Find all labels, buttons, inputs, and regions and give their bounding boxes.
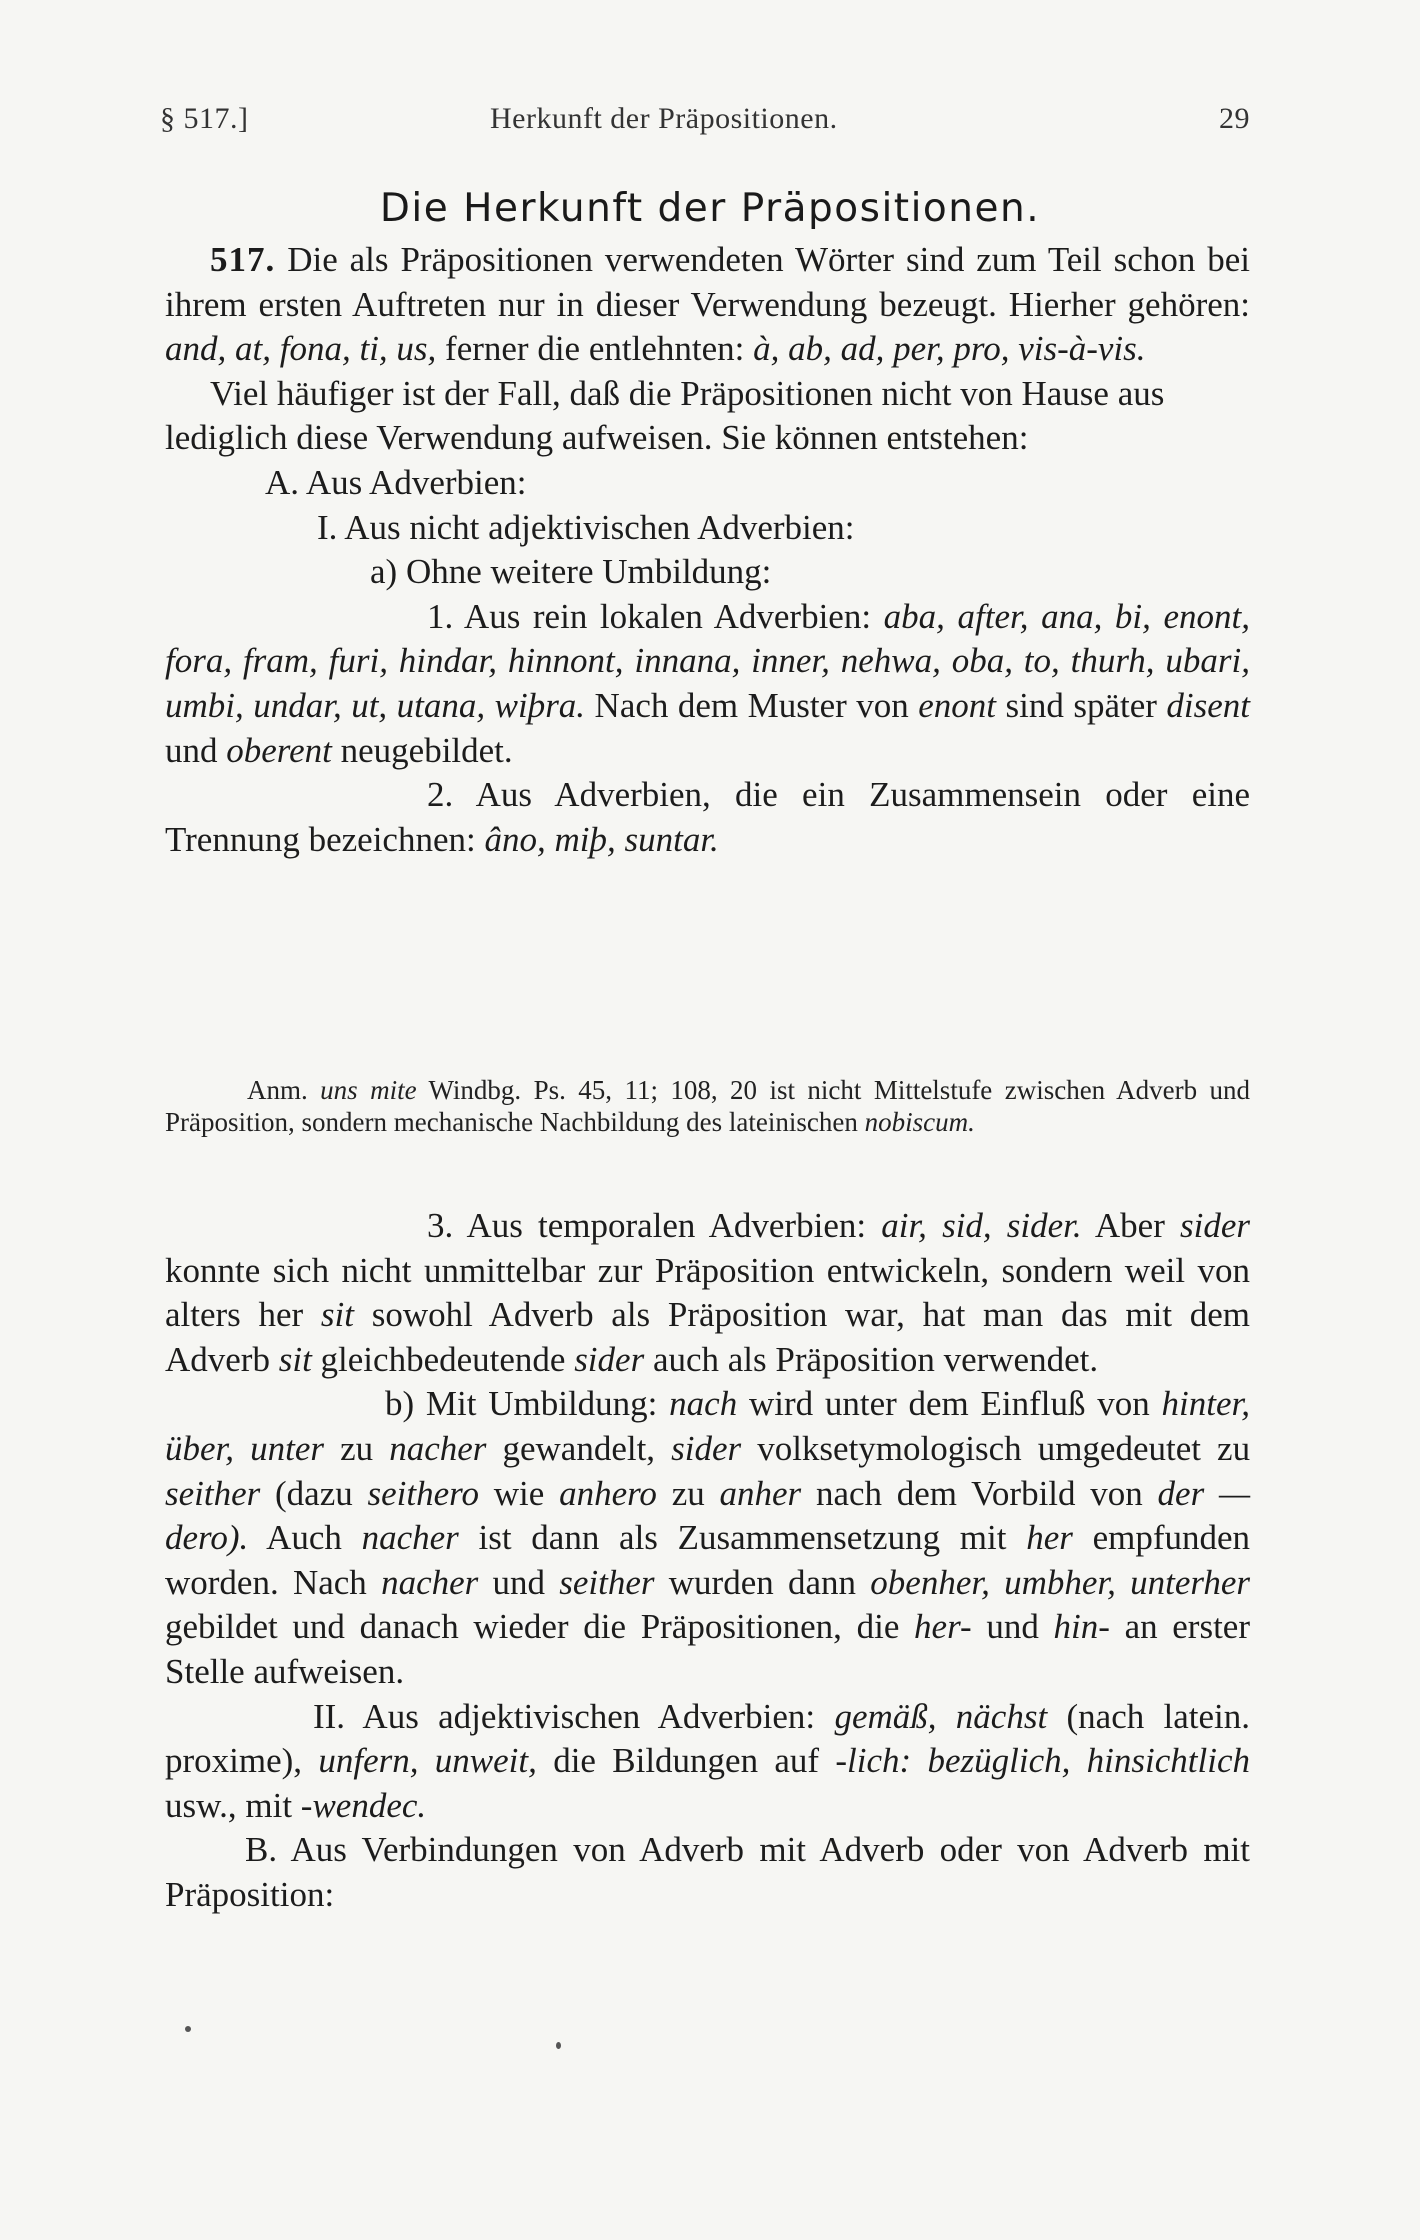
page-number: 29: [1219, 102, 1250, 135]
header-section-ref: § 517.]: [160, 102, 249, 135]
outline-a: a) Ohne weitere Umbildung:: [370, 552, 772, 592]
paper-speck: [556, 2042, 561, 2049]
paragraph-association-adverbs: 2. Aus Adverbien, die ein Zusammensein oder eine Trennung bezeichnen: âno, miþ, suntar.: [165, 775, 1250, 859]
outline-A: A. Aus Adverbien:: [265, 462, 527, 502]
paragraph-adjectival-adverbs: II. Aus adjektivischen Adverbien: gemäß, nächst (nach latein. proxime), unfern, unweit, die Bildungen auf -lich: bezüglich, hinsichtlich usw., mit -wendec.: [165, 1696, 1251, 1825]
section-number: 517.: [210, 240, 276, 279]
main-text-upper: [165, 238, 1250, 862]
chapter-title: Die Herkunft der Präpositionen.: [379, 186, 1041, 231]
running-header: [150, 102, 1250, 142]
footnote-anm: Anm. uns mite Windbg. Ps. 45, 11; 108, 20 ist nicht Mittelstufe zwischen Adverb und Präposition, sondern mechanische Nachbildung des lateinischen nobiscum.: [165, 1075, 1250, 1137]
header-title: Herkunft der Präpositionen.: [490, 102, 838, 135]
outline-I: I. Aus nicht adjektivischen Adverbien:: [317, 507, 855, 547]
paragraph-517-intro: 517. Die als Präpositionen verwendeten Wörter sind zum Teil schon bei ihrem ersten Auftreten nur in dieser Verwendung bezeugt. Hierher gehören: and, at, fona, ti, us, ferner die entlehnten: à, ab, ad, per, pro, vis-à-vis.: [165, 240, 1251, 369]
paragraph-local-adverbs: 1. Aus rein lokalen Adverbien: aba, after, ana, bi, enont, fora, fram, furi, hindar, hinnont, innana, inner, nehwa, oba, to, thurh, ubari, umbi, undar, ut, utana, wiþra. Nach dem Muster von enont sind später disent und oberent neugebildet.: [165, 596, 1250, 770]
main-text-lower: [165, 1204, 1250, 1918]
paragraph-temporal-adverbs: 3. Aus temporalen Adverbien: air, sid, sider. Aber sider konnte sich nicht unmittelbar zur Präposition entwickeln, sondern weil von alters her sit sowohl Adverb als Präposition war, hat man das mit dem Adverb sit gleichbedeutende sider auch als Präposition verwendet.: [165, 1206, 1251, 1379]
paragraph-origins: Viel häufiger ist der Fall, daß die Präpositionen nicht von Hause aus lediglich diese Verwendung aufweisen. Sie können entstehen:: [165, 373, 1165, 458]
outline-B: B. Aus Verbindungen von Adverb mit Adverb oder von Adverb mit Präposition:: [165, 1830, 1250, 1914]
paragraph-reshaping: b) Mit Umbildung: nach wird unter dem Einfluß von hinter, über, unter zu nacher gewandelt, sider volksetymologisch umgedeutet zu seither (dazu seithero wie anhero zu anher nach dem Vorbild von der — dero). Auch nacher ist dann als Zusammensetzung mit her empfunden worden. Nach nacher und seither wurden dann obenher, umbher, unterher gebildet und danach wieder die Präpositionen, die her- und hin- an erster Stelle aufweisen.: [165, 1384, 1251, 1691]
paper-speck: [185, 2026, 191, 2032]
